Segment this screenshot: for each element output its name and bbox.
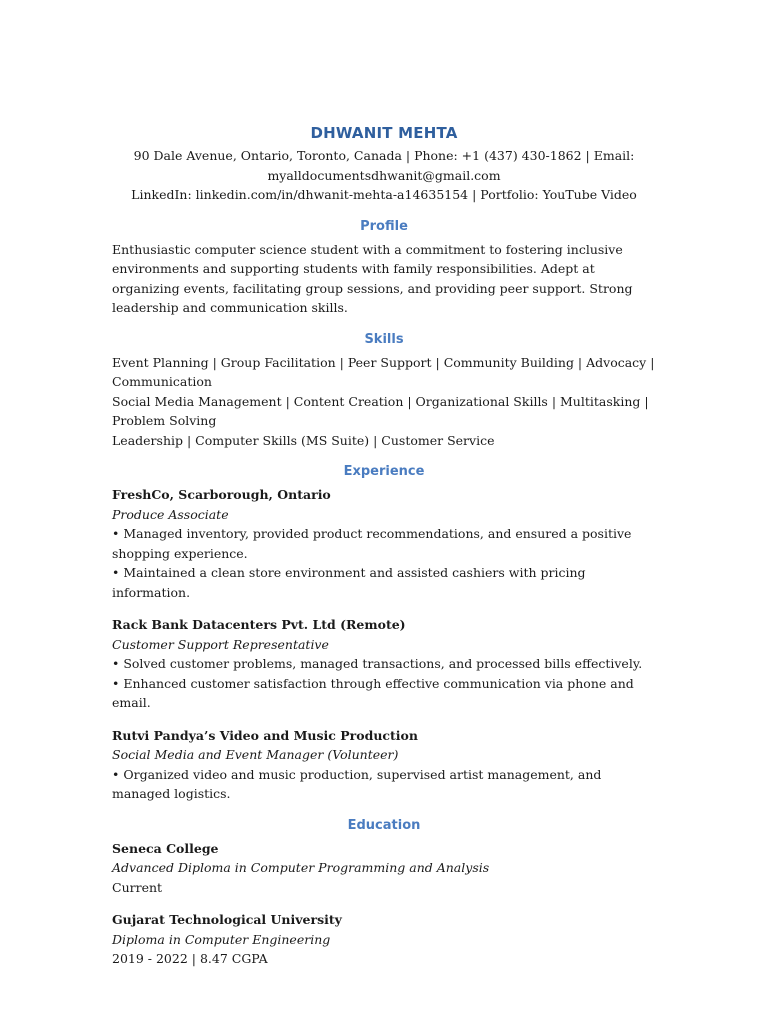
education-heading: Education	[347, 817, 421, 833]
job-company: Rack Bank Datacenters Pvt. Ltd (Remote)	[112, 617, 406, 632]
skills-line: Event Planning | Group Facilitation | Peer Support | Community Building | Advocacy | Communication	[112, 354, 655, 389]
skills-list	[112, 353, 656, 451]
profile-summary: Enthusiastic computer science student with a commitment to fostering inclusive environments and supporting students with family responsibilities. Adept at organizing events, facilitating group sessions, and providing peer support. Strong leadership and communication skills.	[112, 241, 633, 315]
job-role: Social Media and Event Manager (Volunteer)	[112, 747, 399, 762]
job-company: Rutvi Pandya’s Video and Music Production	[112, 727, 418, 743]
contact-address-phone-line: 90 Dale Avenue, Ontario, Toronto, Canada | Phone: +1 (437) 430-1862 | Email:	[133, 148, 635, 163]
experience-list	[112, 485, 656, 804]
experience-entry	[112, 726, 656, 804]
candidate-name: DHWANIT MEHTA	[310, 124, 458, 142]
school-detail: 2019 - 2022 | 8.47 CGPA	[112, 951, 268, 966]
school-detail: Current	[112, 879, 163, 895]
school-program: Advanced Diploma in Computer Programming and Analysis	[112, 860, 490, 875]
job-role: Produce Associate	[112, 506, 229, 522]
education-entry	[112, 910, 656, 969]
job-bullet: • Solved customer problems, managed transactions, and processed bills effectively.	[112, 656, 643, 671]
job-role: Customer Support Representative	[112, 636, 329, 652]
school-name: Seneca College	[112, 840, 219, 856]
skills-line: Social Media Management | Content Creation | Organizational Skills | Multitasking | Problem Solving	[112, 393, 649, 428]
profile-heading: Profile	[360, 218, 408, 234]
education-list	[112, 839, 656, 969]
contact-info	[112, 146, 656, 205]
job-bullet: • Enhanced customer satisfaction through effective communication via phone and email.	[112, 675, 634, 710]
contact-email: myalldocumentsdhwanit@gmail.com	[267, 167, 501, 183]
education-entry	[112, 839, 656, 898]
experience-entry	[112, 615, 656, 713]
job-bullet: • Maintained a clean store environment and assisted cashiers with pricing information.	[112, 565, 586, 600]
contact-links-line: LinkedIn: linkedin.com/in/dhwanit-mehta-a14635154 | Portfolio: YouTube Video	[131, 187, 637, 202]
job-bullet: • Organized video and music production, supervised artist management, and managed logistics.	[112, 766, 602, 801]
skills-heading: Skills	[364, 331, 404, 347]
experience-heading: Experience	[343, 464, 425, 479]
skills-line: Leadership | Computer Skills (MS Suite) | Customer Service	[112, 432, 495, 448]
school-name: Gujarat Technological University	[112, 912, 342, 927]
experience-entry	[112, 485, 656, 602]
school-program: Diploma in Computer Engineering	[112, 931, 331, 947]
job-company: FreshCo, Scarborough, Ontario	[112, 487, 331, 502]
job-bullet: • Managed inventory, provided product recommendations, and ensured a positive shopping experience.	[112, 526, 632, 561]
